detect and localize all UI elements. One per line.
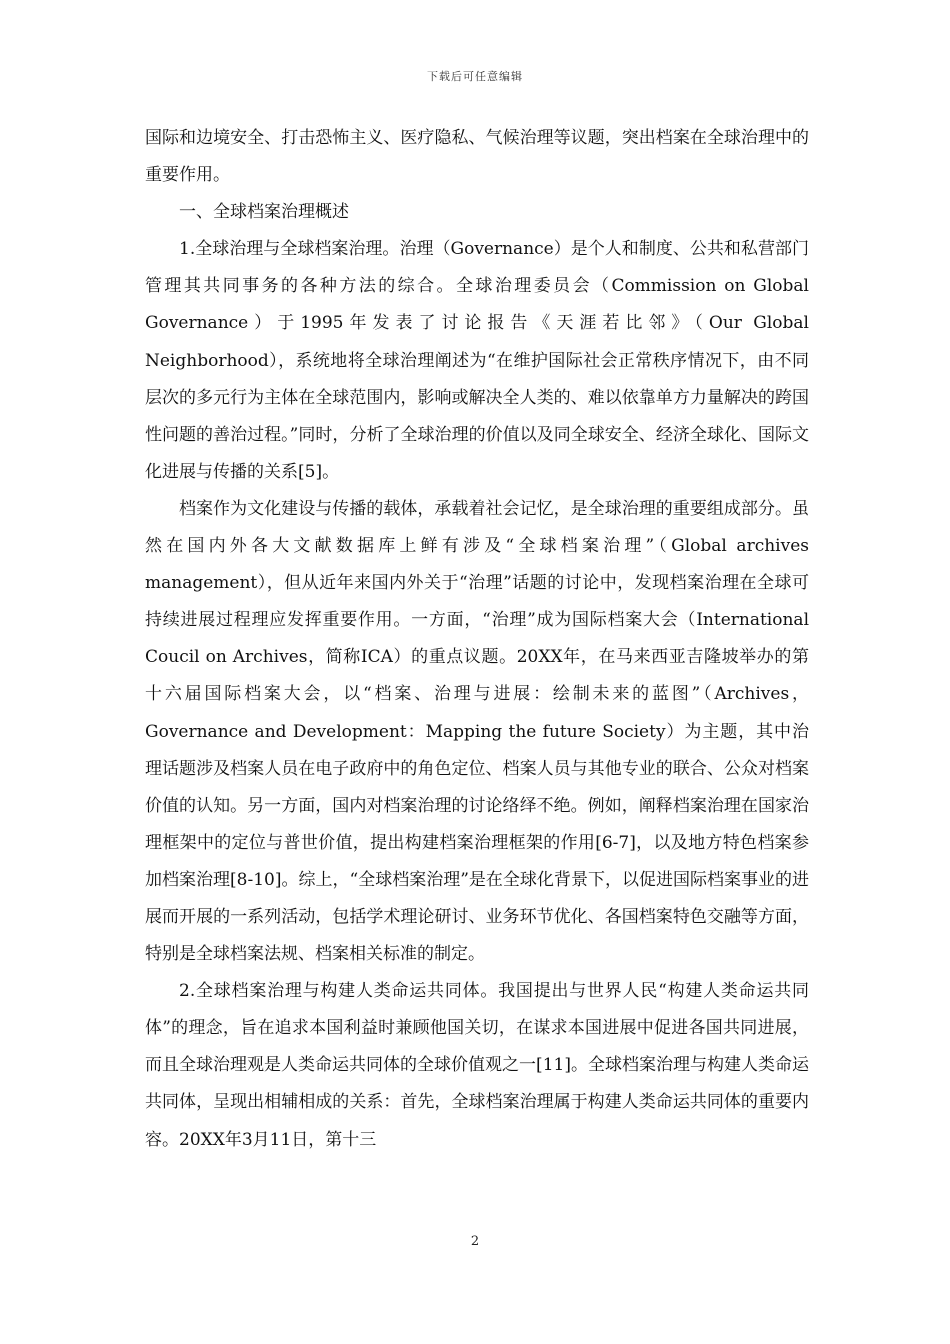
document-body: [145, 120, 809, 1159]
page-number: 2: [470, 1234, 480, 1249]
paragraph-community-shared-future: 2.全球档案治理与构建人类命运共同体。我国提出与世界人民“构建人类命运共同体”的理念，旨在追求本国利益时兼顾他国关切，在谋求本国进展中促进各国共同进展，而且全球治理观是人类命运共同体的全球价值观之一[11]。全球档案治理与构建人类命运共同体，呈现出相辅相成的关系：首先，全球档案治理属于构建人类命运共同体的重要内容。20XX年3月11日，第十三: [145, 981, 809, 1150]
section-heading: 一、全球档案治理概述: [179, 202, 349, 223]
paragraph-global-governance: 1.全球治理与全球档案治理。治理（Governance）是个人和制度、公共和私营部门管理其共同事务的各种方法的综合。全球治理委员会（Commission on Global Governance）于1995年发表了讨论报告《天涯若比邻》（Our Global Neighborhood），系统地将全球治理阐述为“在维护国际社会正常秩序情况下，由不同层次的多元行为主体在全球范围内，影响或解决全人类的、难以依靠单方力量解决的跨国性问题的善治过程。”同时，分析了全球治理的价值以及同全球安全、经济全球化、国际文化进展与传播的关系[5]。: [145, 239, 809, 482]
page-header-note: 下载后可任意编辑: [427, 70, 523, 83]
paragraph-continuation: 国际和边境安全、打击恐怖主义、医疗隐私、气候治理等议题，突出档案在全球治理中的重要作用。: [145, 128, 809, 186]
paragraph-archives-governance: 档案作为文化建设与传播的载体，承载着社会记忆，是全球治理的重要组成部分。虽然在国内外各大文献数据库上鲜有涉及“全球档案治理”（Global archives management），但从近年来国内外关于“治理”话题的讨论中，发现档案治理在全球可持续进展过程理应发挥重要作用。一方面，“治理”成为国际档案大会（International Coucil on Archives，简称ICA）的重点议题。20XX年，在马来西亚吉隆坡举办的第十六届国际档案大会，以“档案、治理与进展：绘制未来的蓝图”（Archives，Governance and Development：Mapping the future Society）为主题，其中治理话题涉及档案人员在电子政府中的角色定位、档案人员与其他专业的联合、公众对档案价值的认知。另一方面，国内对档案治理的讨论络绎不绝。例如，阐释档案治理在国家治理框架中的定位与普世价值，提出构建档案治理框架的作用[6-7]，以及地方特色档案参加档案治理[8-10]。综上，“全球档案治理”是在全球化背景下，以促进国际档案事业的进展而开展的一系列活动，包括学术理论研讨、业务环节优化、各国档案特色交融等方面，特别是全球档案法规、档案相关标准的制定。: [145, 498, 809, 965]
